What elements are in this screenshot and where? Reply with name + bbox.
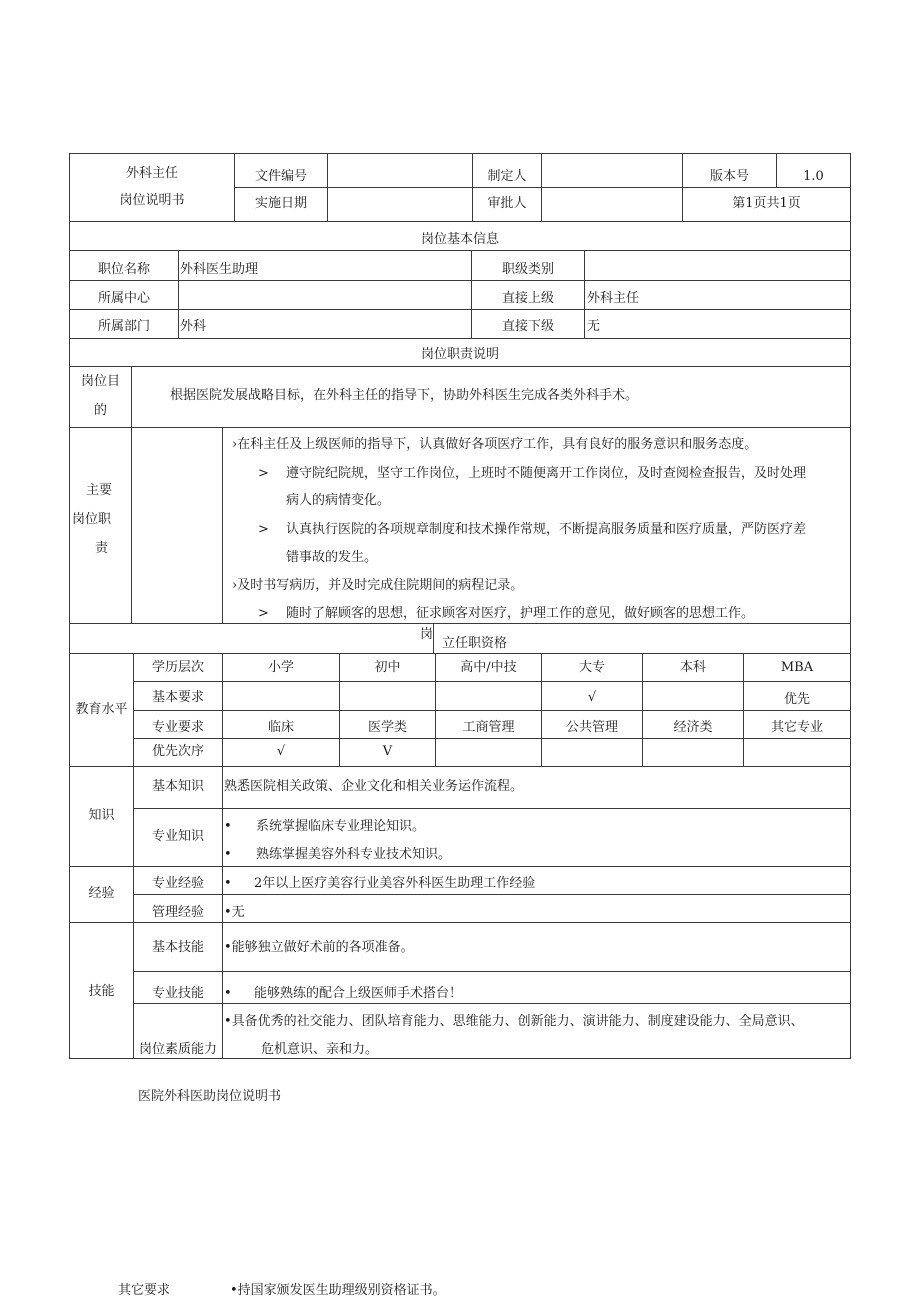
basic-knowledge-text: 熟悉医院相关政策、企业文化和相关业务运作流程。 <box>224 779 524 794</box>
basic-knowledge-label: 基本知识 <box>151 779 204 794</box>
edu-cell: 本科 <box>679 660 706 675</box>
duty-item: > 随时了解顾客的思想，征求顾客对医疗，护理工作的意见，做好顾客的思想工作。 <box>258 606 755 621</box>
author-label: 制定人 <box>487 169 527 184</box>
subordinate-value: 无 <box>587 319 601 334</box>
pro-experience-label: 专业经验 <box>151 876 204 891</box>
impl-date-label: 实施日期 <box>254 196 307 211</box>
edu-cell: MBA <box>780 660 814 675</box>
chevron-right-icon: › <box>232 437 238 452</box>
checkmark-icon: √ <box>276 744 286 759</box>
section-qualifications-a: 岗 <box>420 627 434 642</box>
pro-experience-text: • 2年以上医疗美容行业美容外科医生助理工作经验 <box>224 876 536 891</box>
pro-knowledge-item: • 系统掌握临床专业理论知识。 <box>224 819 426 834</box>
superior-label: 直接上级 <box>501 291 554 306</box>
quality-text: •具备优秀的社交能力、团队培育能力、思维能力、创新能力、演讲能力、制度建设能力、全局意识、 <box>224 1014 804 1029</box>
edu-cell: 医学类 <box>367 720 407 735</box>
edu-cell: 高中/中技 <box>460 660 517 675</box>
chevron-right-icon: › <box>232 578 238 593</box>
other-requirements-text: •持国家颁发医生助理级别资格证书。 <box>230 1283 446 1298</box>
bullet-icon: • <box>224 940 232 955</box>
pro-knowledge-label: 专业知识 <box>151 829 204 844</box>
knowledge-label: 知识 <box>88 808 115 823</box>
edu-cell: 大专 <box>578 660 605 675</box>
bullet-icon: • <box>224 1014 232 1029</box>
edu-cell: 其它专业 <box>770 720 823 735</box>
purpose-label: 岗位目 <box>80 374 120 389</box>
bullet-icon: • <box>230 1283 238 1298</box>
chevron-right-icon: > <box>258 606 269 621</box>
edu-row-label: 基本要求 <box>151 690 204 705</box>
edu-cell: 工商管理 <box>462 720 515 735</box>
edu-cell: V <box>382 744 393 759</box>
doc-title-line2: 岗位说明书 <box>119 193 185 208</box>
duty-item: ›及时书写病历，并及时完成住院期间的病程记录。 <box>232 578 524 593</box>
edu-cell: 优先 <box>783 692 810 707</box>
page-info: 第1页共1页 <box>732 196 801 211</box>
doc-no-label: 文件编号 <box>254 169 307 184</box>
basic-skills-label: 基本技能 <box>151 940 204 955</box>
section-qualifications-b: 立任职资格 <box>442 636 508 651</box>
edu-cell: 初中 <box>374 660 401 675</box>
bullet-icon: • <box>224 876 232 891</box>
bullet-icon: • <box>224 847 232 862</box>
quality-text-continuation: 危机意识、亲和力。 <box>261 1042 379 1057</box>
duty-item: > 遵守院纪院规，坚守工作岗位，上班时不随便离开工作岗位，及时查阅检查报告，及时处理 <box>258 466 807 481</box>
basic-skills-text: •能够独立做好术前的各项准备。 <box>224 940 414 955</box>
version-value: 1.0 <box>803 169 824 184</box>
dept-label: 所属部门 <box>97 319 150 334</box>
position-name-label: 职位名称 <box>97 262 150 277</box>
section-basic-info: 岗位基本信息 <box>420 232 499 247</box>
duty-item: ›在科主任及上级医师的指导下，认真做好各项医疗工作，具有良好的服务意识和服务态度。 <box>232 437 758 452</box>
duty-item: > 认真执行医院的各项规章制度和技术操作常规，不断提高服务质量和医疗质量，严防医疗差 <box>258 522 807 537</box>
checkmark-icon: √ <box>587 690 597 705</box>
edu-cell: 小学 <box>267 660 294 675</box>
chevron-right-icon: > <box>258 522 269 537</box>
rank-label: 职级类别 <box>501 262 554 277</box>
edu-row-label: 专业要求 <box>151 720 204 735</box>
superior-value: 外科主任 <box>587 291 640 306</box>
mgmt-experience-label: 管理经验 <box>151 905 204 920</box>
doc-title-line1: 外科主任 <box>125 166 178 181</box>
chevron-right-icon: > <box>258 466 269 481</box>
edu-row-label: 优先次序 <box>151 744 204 759</box>
quality-label: 岗位素质能力 <box>138 1042 217 1057</box>
section-duties: 岗位职责说明 <box>420 347 499 362</box>
duty-item-continuation: 病人的病情变化。 <box>286 493 391 508</box>
pro-knowledge-item: • 熟练掌握美容外科专业技术知识。 <box>224 847 452 862</box>
bullet-icon: • <box>224 986 232 1001</box>
bullet-icon: • <box>224 819 232 834</box>
edu-row-label: 学历层次 <box>151 660 204 675</box>
main-duties-label: 主要 <box>86 483 113 498</box>
skills-label: 技能 <box>88 984 115 999</box>
dept-value: 外科 <box>180 319 207 334</box>
pro-skills-text: • 能够熟练的配合上级医师手术搭台！ <box>224 986 463 1001</box>
position-name-value: 外科医生助理 <box>180 262 259 277</box>
education-label: 教育水平 <box>75 702 128 717</box>
duty-item-continuation: 错事故的发生。 <box>286 550 378 565</box>
main-duties-label-2: 岗位职 <box>72 512 112 527</box>
subordinate-label: 直接下级 <box>501 319 554 334</box>
edu-cell: 临床 <box>267 720 294 735</box>
edu-cell: 公共管理 <box>565 720 618 735</box>
other-requirements-label: 其它要求 <box>118 1283 171 1298</box>
footer-doc-title: 医院外科医助岗位说明书 <box>138 1089 282 1104</box>
experience-label: 经验 <box>88 886 115 901</box>
edu-cell: 经济类 <box>673 720 713 735</box>
pro-skills-label: 专业技能 <box>151 986 204 1001</box>
approver-label: 审批人 <box>487 196 527 211</box>
purpose-label-2: 的 <box>93 403 107 418</box>
mgmt-experience-text: •无 <box>224 905 245 920</box>
purpose-text: 根据医院发展战略目标，在外科主任的指导下，协助外科医生完成各类外科手术。 <box>170 388 639 403</box>
center-label: 所属中心 <box>97 291 150 306</box>
bullet-icon: • <box>224 905 232 920</box>
main-duties-label-3: 责 <box>95 541 109 556</box>
version-label: 版本号 <box>709 169 749 184</box>
